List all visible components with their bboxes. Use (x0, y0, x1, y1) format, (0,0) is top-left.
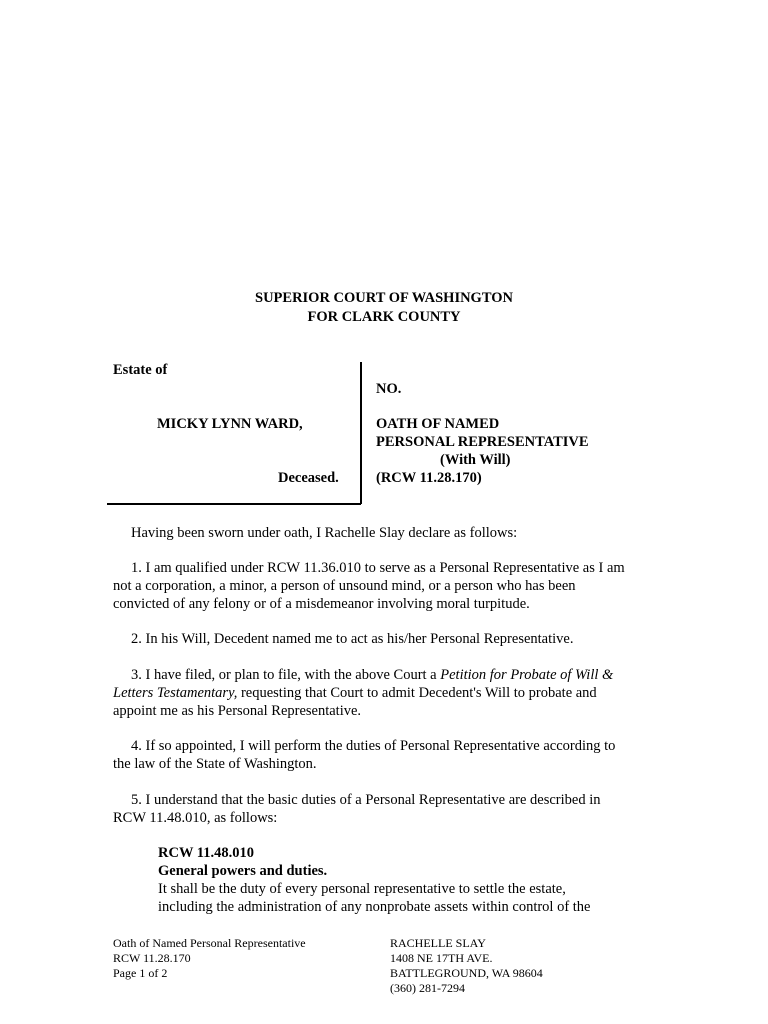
footer-document-title: Oath of Named Personal Representative (113, 936, 306, 950)
paragraph-1 (113, 559, 658, 613)
deceased-label: Deceased. (278, 470, 339, 486)
footer-phone: (360) 281-7294 (390, 981, 465, 995)
footer-street-address: 1408 NE 17TH AVE. (390, 951, 493, 965)
statute-quote (158, 844, 658, 916)
paragraph-3-line2-rest: requesting that Court to admit Decedent's Will to probate and (237, 685, 597, 701)
statute-text-line2: including the administration of any nonprobate assets within control of the (158, 899, 591, 915)
statute-text-line1: It shall be the duty of every personal representative to settle the estate, (158, 881, 566, 897)
intro-paragraph (113, 524, 658, 542)
footer-name: RACHELLE SLAY (390, 936, 486, 950)
paragraph-5 (113, 791, 658, 827)
caption-horizontal-rule (107, 503, 361, 505)
letters-testamentary-italic: Letters Testamentary, (113, 685, 238, 701)
petition-title-italic: Petition for Probate of Will & (440, 667, 614, 683)
paragraph-3-start: 3. I have filed, or plan to file, with the above Court a (131, 667, 441, 683)
document-title-line2: PERSONAL REPRESENTATIVE (376, 434, 589, 450)
paragraph-1-line1: 1. I am qualified under RCW 11.36.010 to serve as a Personal Representative as I am (131, 560, 625, 576)
document-title-line1: OATH OF NAMED (376, 416, 500, 432)
court-county: FOR CLARK COUNTY (307, 309, 461, 325)
paragraph-3 (113, 666, 658, 720)
document-title-line3: (With Will) (440, 452, 511, 468)
paragraph-2-text: 2. In his Will, Decedent named me to act as his/her Personal Representative. (131, 631, 574, 647)
paragraph-1-line2: not a corporation, a minor, a person of unsound mind, or a person who has been (113, 578, 576, 594)
paragraph-5-line2: RCW 11.48.010, as follows: (113, 810, 278, 826)
footer-city-state-zip: BATTLEGROUND, WA 98604 (390, 966, 543, 980)
case-number-label: NO. (376, 381, 402, 397)
paragraph-4 (113, 737, 658, 773)
footer-right (390, 936, 543, 996)
decedent-name: MICKY LYNN WARD, (157, 416, 303, 432)
footer-statute: RCW 11.28.170 (113, 951, 191, 965)
court-name: SUPERIOR COURT OF WASHINGTON (255, 290, 513, 306)
paragraph-1-line3: convicted of any felony or of a misdemeanor involving moral turpitude. (113, 596, 530, 612)
footer-page-number: Page 1 of 2 (113, 966, 168, 980)
paragraph-5-line1: 5. I understand that the basic duties of a Personal Representative are described in (131, 792, 601, 808)
document-title-statute: (RCW 11.28.170) (376, 470, 482, 486)
footer-left (113, 936, 306, 981)
intro-text: Having been sworn under oath, I Rachelle Slay declare as follows: (131, 525, 518, 541)
statute-heading: General powers and duties. (158, 863, 328, 879)
statute-code: RCW 11.48.010 (158, 845, 255, 861)
estate-of-label: Estate of (113, 362, 168, 378)
paragraph-4-line1: 4. If so appointed, I will perform the duties of Personal Representative according to (131, 738, 616, 754)
paragraph-4-line2: the law of the State of Washington. (113, 756, 317, 772)
caption-vertical-rule (360, 362, 362, 504)
paragraph-2 (113, 630, 658, 648)
paragraph-3-line3: appoint me as his Personal Representative. (113, 703, 362, 719)
